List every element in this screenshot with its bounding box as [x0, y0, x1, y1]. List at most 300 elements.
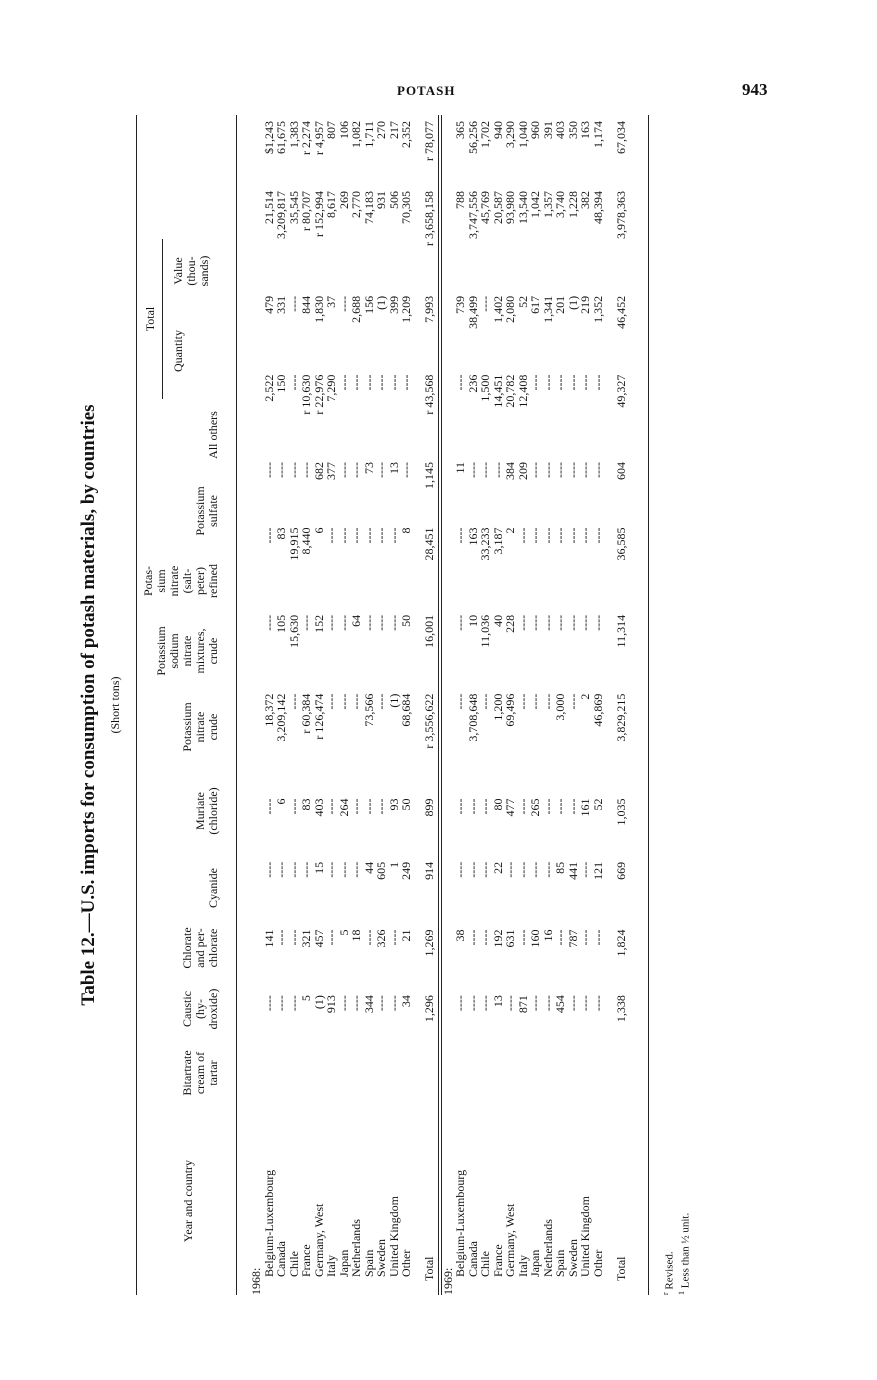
table-cell: 403 [311, 798, 326, 817]
table-cell: 807 [324, 121, 338, 139]
header-bitartrate-line: cream of [193, 1051, 207, 1095]
header-caustic-line: Caustic [180, 991, 194, 1027]
table-cell: 3,708,648 [465, 693, 480, 742]
table-cell: 3,209,817 [274, 191, 288, 240]
table-cell: 69,496 [503, 693, 517, 727]
table-cell: (1) [311, 995, 326, 1010]
table-cell: ---- [261, 461, 276, 478]
table-cell: 11 [453, 461, 467, 474]
table-cell: 105 [274, 614, 288, 633]
country-label: Other [399, 1249, 413, 1277]
table-cell: ---- [590, 374, 605, 391]
country-label: United Kingdom [386, 1196, 401, 1277]
table-cell: ---- [453, 527, 467, 544]
table-row [325, 115, 338, 1295]
table-row [454, 115, 467, 1295]
empty-cell [250, 989, 263, 1063]
table-cell: ---- [578, 995, 592, 1012]
table-cell: ---- [374, 693, 388, 710]
table-cell: ---- [503, 995, 517, 1012]
footnote [676, 1213, 692, 1295]
footnote-text: Less than ½ unit. [679, 1212, 692, 1291]
table-cell: ---- [336, 527, 351, 544]
empty-cell [250, 609, 263, 688]
header-muriate-line: (chloride) [206, 787, 220, 835]
table-cell: 391 [540, 121, 555, 139]
table-row [592, 115, 605, 1295]
table-cell: 19,915 [286, 527, 301, 561]
table-cell: 682 [311, 461, 326, 480]
table-cell: ---- [336, 614, 351, 631]
header-potassium-nitrate-line: nitrate [193, 711, 207, 743]
empty-cell [250, 522, 263, 609]
table-cell: ---- [528, 995, 542, 1012]
table-row [504, 115, 517, 1295]
table-cell: 506 [386, 191, 401, 210]
total-cell: 36,585 [613, 527, 628, 561]
empty-cell [250, 115, 263, 185]
table-cell: ---- [374, 798, 388, 815]
table-cell: ---- [274, 861, 288, 878]
table-cell: ---- [465, 995, 480, 1012]
table-cell: 1,383 [286, 121, 301, 148]
total-group-rule [162, 239, 163, 399]
table-cell: 1,082 [349, 121, 363, 148]
header-potassium-sulfate-line: Potassium [193, 486, 207, 536]
table-cell: 22 [490, 861, 505, 874]
table-cell: 68,684 [399, 693, 413, 727]
table-cell: 33,233 [478, 527, 492, 561]
empty-cell [604, 1063, 613, 1295]
table-cell: ---- [386, 374, 401, 391]
table-row [350, 115, 363, 1295]
total-cell: 1,824 [613, 929, 628, 957]
table-cell: ---- [336, 995, 351, 1012]
table-cell: 1,040 [515, 121, 530, 148]
table-cell: ---- [478, 295, 492, 312]
table-cell: ---- [261, 861, 276, 878]
header-saltpeter-line: refined [206, 564, 220, 598]
table-cell: ---- [274, 929, 288, 946]
table-cell: ---- [299, 861, 313, 878]
table-cell: 399 [386, 295, 401, 314]
table-cell: 35,545 [286, 191, 301, 225]
table-cell: 7,290 [324, 374, 338, 402]
table-cell: 106 [336, 121, 351, 139]
table-cell: 249 [399, 861, 413, 880]
table-cell: ---- [286, 995, 301, 1012]
table-cell: ---- [478, 461, 492, 478]
header-all-others [207, 399, 220, 471]
table-row [529, 115, 542, 1295]
table-cell: ---- [565, 527, 580, 544]
table-cell: ---- [515, 798, 530, 815]
table-cell: 457 [311, 929, 326, 948]
country-label: Belgium-Luxembourg [261, 1169, 276, 1277]
table-cell: ---- [565, 461, 580, 478]
header-saltpeter-line: nitrate [167, 565, 181, 597]
table-cell: ---- [453, 693, 467, 710]
table-cell: 11,036 [478, 614, 492, 648]
header-bitartrate [181, 1039, 220, 1107]
table-cell: 1,402 [490, 295, 505, 323]
total-cell: 7,993 [422, 295, 437, 323]
table-cell: 3,290 [503, 121, 517, 148]
header-caustic-line: (hy- [193, 999, 207, 1019]
header-potassium-sulfate-line: sulfate [206, 495, 220, 527]
header-cyanide-line: Cyanide [206, 868, 220, 908]
table-cell: ---- [386, 929, 401, 946]
table-cell: 871 [515, 995, 530, 1014]
table-cell: 160 [528, 929, 542, 948]
table-cell: (1) [374, 295, 388, 310]
country-label: Japan [528, 1249, 542, 1277]
table-cell: 1,200 [490, 693, 505, 721]
header-bitartrate-line: tartar [206, 1060, 220, 1086]
table-cell: 44 [361, 861, 376, 874]
data-table [250, 115, 629, 1295]
header-potassium-nitrate [181, 691, 220, 763]
table-cell: 20,782 [503, 374, 517, 408]
table-cell: 269 [336, 191, 351, 210]
table-cell: ---- [399, 461, 413, 478]
total-cell: 604 [613, 461, 628, 480]
table-cell: 20,587 [490, 191, 505, 225]
table-cell: 217 [386, 121, 401, 139]
table-cell: ---- [324, 527, 338, 544]
table-cell: ---- [590, 929, 605, 946]
table-cell: 73 [361, 461, 376, 474]
table-row [567, 115, 580, 1295]
table-cell: ---- [478, 693, 492, 710]
table-cell: ---- [540, 614, 555, 631]
total-label: Total [422, 1256, 437, 1281]
header-caustic-line: droxide) [206, 988, 220, 1030]
table-cell: 265 [528, 798, 542, 817]
table-cell: 2,080 [503, 295, 517, 323]
table-cell: ---- [349, 461, 363, 478]
table-cell: 73,566 [361, 693, 376, 727]
table-cell: ---- [465, 798, 480, 815]
table-cell: r 152,994 [311, 191, 326, 238]
table-cell: ---- [553, 527, 567, 544]
table-cell: ---- [286, 798, 301, 815]
table-cell: ---- [386, 527, 401, 544]
table-cell: 739 [453, 295, 467, 314]
table-cell: 5 [336, 929, 351, 936]
table-cell: ---- [453, 798, 467, 815]
table-cell: 16 [540, 929, 555, 942]
table-cell: ---- [361, 614, 376, 631]
table-cell: ---- [528, 693, 542, 710]
table-row [479, 115, 492, 1295]
table-cell: 617 [528, 295, 542, 314]
table-cell: 454 [553, 995, 567, 1014]
table-cell: ---- [565, 995, 580, 1012]
table-cell: 479 [261, 295, 276, 314]
country-label: Netherlands [540, 1219, 555, 1277]
table-cell: 3,000 [553, 693, 567, 721]
table-cell: ---- [324, 861, 338, 878]
total-label: Total [613, 1256, 628, 1281]
table-row [275, 115, 288, 1295]
table-cell: ---- [565, 614, 580, 631]
table-cell: ---- [490, 461, 505, 478]
table-cell: ---- [386, 614, 401, 631]
table-cell: ---- [336, 374, 351, 391]
country-label: Other [590, 1249, 605, 1277]
table-cell: ---- [578, 374, 592, 391]
empty-cell [250, 924, 263, 990]
table-cell: ---- [565, 693, 580, 710]
header-chlorate-line: and per- [193, 928, 207, 968]
table-cell: 50 [399, 614, 413, 627]
country-label: Germany, West [503, 1203, 517, 1277]
total-cell: 16,001 [422, 614, 437, 648]
table-cell: 152 [311, 614, 326, 633]
table-cell: ---- [349, 527, 363, 544]
table-cell: ---- [336, 461, 351, 478]
table-cell: 93,980 [503, 191, 517, 225]
total-cell: r 43,568 [422, 374, 437, 415]
header-total-group: Total [143, 306, 157, 332]
table-cell: ---- [528, 374, 542, 391]
total-row [613, 115, 629, 1295]
table-cell: ---- [453, 374, 467, 391]
header-saltpeter-line: (salt- [180, 568, 194, 594]
table-cell: 2,522 [261, 374, 276, 402]
table-cell: 1,209 [399, 295, 413, 323]
table-cell: 1 [386, 861, 401, 868]
table-cell: ---- [478, 995, 492, 1012]
header-sodium-nitrate-mixtures-line: crude [206, 637, 220, 665]
header-bottom-rule [236, 115, 237, 1295]
rotated-table-block [60, 115, 740, 1295]
total-cell: r 78,077 [422, 121, 437, 161]
table-cell: ---- [386, 995, 401, 1012]
table-body [250, 115, 629, 1295]
header-sodium-nitrate-mixtures-line: sodium [167, 633, 181, 669]
table-cell: (1) [565, 295, 580, 310]
table-row [375, 115, 388, 1295]
table-cell: ---- [540, 693, 555, 710]
table-cell: ---- [274, 461, 288, 478]
table-cell: ---- [261, 614, 276, 631]
total-cell: 3,829,215 [613, 693, 628, 742]
table-cell: 121 [590, 861, 605, 880]
total-cell: 899 [422, 798, 437, 817]
table-cell: ---- [349, 693, 363, 710]
table-cell: 2,352 [399, 121, 413, 148]
table-cell: ---- [336, 295, 351, 312]
table-cell: 3,740 [553, 191, 567, 219]
total-row [422, 115, 439, 1295]
table-cell: 3,747,556 [465, 191, 480, 240]
table-cell: ---- [374, 614, 388, 631]
country-label: Netherlands [349, 1219, 363, 1277]
year-label: 1968: [249, 1267, 263, 1295]
country-label: Japan [336, 1249, 351, 1277]
empty-cell [413, 1063, 422, 1295]
table-cell: 52 [590, 798, 605, 811]
total-cell: 49,327 [613, 374, 628, 408]
table-cell: 10 [465, 614, 480, 627]
year-heading-row [250, 115, 263, 1295]
table-cell: ---- [286, 461, 301, 478]
header-year-country: Year and country [181, 1159, 195, 1243]
table-cell: ---- [336, 693, 351, 710]
table-cell: ---- [528, 527, 542, 544]
table-cell: ---- [374, 374, 388, 391]
table-cell: 631 [503, 929, 517, 948]
table-cell: 1,702 [478, 121, 492, 148]
table-cell: 1,830 [311, 295, 326, 323]
country-label: Italy [515, 1255, 530, 1277]
total-cell: 1,296 [422, 995, 437, 1023]
table-cell: ---- [349, 861, 363, 878]
table-cell: 201 [553, 295, 567, 314]
table-cell: ---- [349, 374, 363, 391]
table-title: Table 12.—U.S. imports for consumption of potash materials, by countries [78, 404, 99, 1006]
footnote-mark: r [661, 1292, 670, 1295]
table-cell: ---- [336, 861, 351, 878]
table-cell: 15,630 [286, 614, 301, 648]
table-cell: 377 [324, 461, 338, 480]
header-bitartrate-line: Bitartrate [180, 1050, 194, 1096]
table-cell: 192 [490, 929, 505, 948]
total-cell: 11,314 [613, 614, 628, 648]
table-cell: ---- [465, 461, 480, 478]
table-cell: (1) [386, 693, 401, 708]
header-potassium-sulfate [194, 471, 220, 551]
table-cell: 8 [399, 527, 413, 534]
table-cell: 93 [386, 798, 401, 811]
table-cell: 1,341 [540, 295, 555, 323]
empty-cell [250, 456, 263, 522]
country-label: France [490, 1244, 505, 1277]
header-chlorate [181, 917, 220, 979]
table-cell: ---- [515, 929, 530, 946]
table-cell: 37 [324, 295, 338, 308]
table-cell: ---- [578, 527, 592, 544]
table-cell: 5 [299, 995, 313, 1002]
table-units: (Short tons) [108, 676, 122, 734]
table-cell: ---- [453, 995, 467, 1012]
table-cell: 441 [565, 861, 580, 880]
header-top-rule [136, 115, 137, 1295]
table-cell: ---- [349, 995, 363, 1012]
table-cell: 477 [503, 798, 517, 817]
header-caustic [181, 979, 220, 1039]
table-cell: ---- [540, 798, 555, 815]
table-cell: 605 [374, 861, 388, 880]
table-cell: r 10,630 [299, 374, 313, 415]
table-cell: 48,394 [590, 191, 605, 225]
table-cell: ---- [374, 995, 388, 1012]
table-cell: 21,514 [261, 191, 276, 225]
empty-cell [250, 856, 263, 924]
table-cell: 787 [565, 929, 580, 948]
table-cell: 6 [274, 798, 288, 805]
table-bottom-rule [648, 115, 649, 1295]
table-cell: 326 [374, 929, 388, 948]
table-cell: ---- [578, 461, 592, 478]
table-cell: 1,042 [528, 191, 542, 219]
total-cell: 1,145 [422, 461, 437, 489]
header-sodium-nitrate-mixtures-line: mixtures, [193, 628, 207, 674]
table-cell: 64 [349, 614, 363, 627]
table-cell: 74,183 [361, 191, 376, 225]
table-cell: 844 [299, 295, 313, 314]
table-cell: ---- [578, 929, 592, 946]
table-cell: ---- [540, 861, 555, 878]
running-head [0, 80, 877, 110]
table-cell: 163 [465, 527, 480, 546]
table-cell: 1,357 [540, 191, 555, 219]
header-value-line: (thou- [184, 256, 198, 286]
table-cell: 382 [578, 191, 592, 210]
table-cell: 18 [349, 929, 363, 942]
table-cell: ---- [361, 929, 376, 946]
total-cell: 3,978,363 [613, 191, 628, 240]
table-cell: 163 [578, 121, 592, 139]
table-cell: 21 [399, 929, 413, 942]
table-cell: 8,440 [299, 527, 313, 555]
table-cell: 331 [274, 295, 288, 314]
table-cell: ---- [361, 374, 376, 391]
table-cell: ---- [399, 374, 413, 391]
table-cell: 2 [578, 693, 592, 700]
table-cell: 161 [578, 798, 592, 817]
table-cell: ---- [324, 929, 338, 946]
table-cell: 70,305 [399, 191, 413, 225]
total-cell: r 3,658,158 [422, 191, 437, 247]
table-cell: ---- [299, 614, 313, 631]
country-label: United Kingdom [578, 1196, 592, 1277]
table-cell: ---- [503, 861, 517, 878]
table-cell: 365 [453, 121, 467, 139]
total-cell: 1,338 [613, 995, 628, 1023]
header-saltpeter-line: sium [154, 569, 168, 593]
table-cell: ---- [286, 693, 301, 710]
total-cell: 1,035 [613, 798, 628, 826]
table-cell: ---- [286, 374, 301, 391]
table-cell: ---- [553, 614, 567, 631]
table-cell: ---- [324, 693, 338, 710]
header-saltpeter [142, 551, 220, 611]
table-row [554, 115, 567, 1295]
header-chlorate-line: chlorate [206, 928, 220, 968]
table-cell: 83 [299, 798, 313, 811]
header-muriate [194, 763, 220, 859]
table-cell: ---- [528, 614, 542, 631]
empty-cell [250, 792, 263, 855]
table-cell: 13 [386, 461, 401, 474]
table-cell: ---- [261, 995, 276, 1012]
table-cell: ---- [590, 527, 605, 544]
spacer-row [604, 115, 613, 1295]
table-cell: ---- [553, 798, 567, 815]
table-cell: 1,174 [590, 121, 605, 148]
table-cell: ---- [515, 527, 530, 544]
table-cell: ---- [361, 527, 376, 544]
table-cell: ---- [565, 798, 580, 815]
table-cell: 940 [490, 121, 505, 139]
table-cell: 219 [578, 295, 592, 314]
header-potassium-nitrate-line: crude [206, 713, 220, 741]
table-cell: 6 [311, 527, 326, 534]
table-cell: ---- [540, 461, 555, 478]
